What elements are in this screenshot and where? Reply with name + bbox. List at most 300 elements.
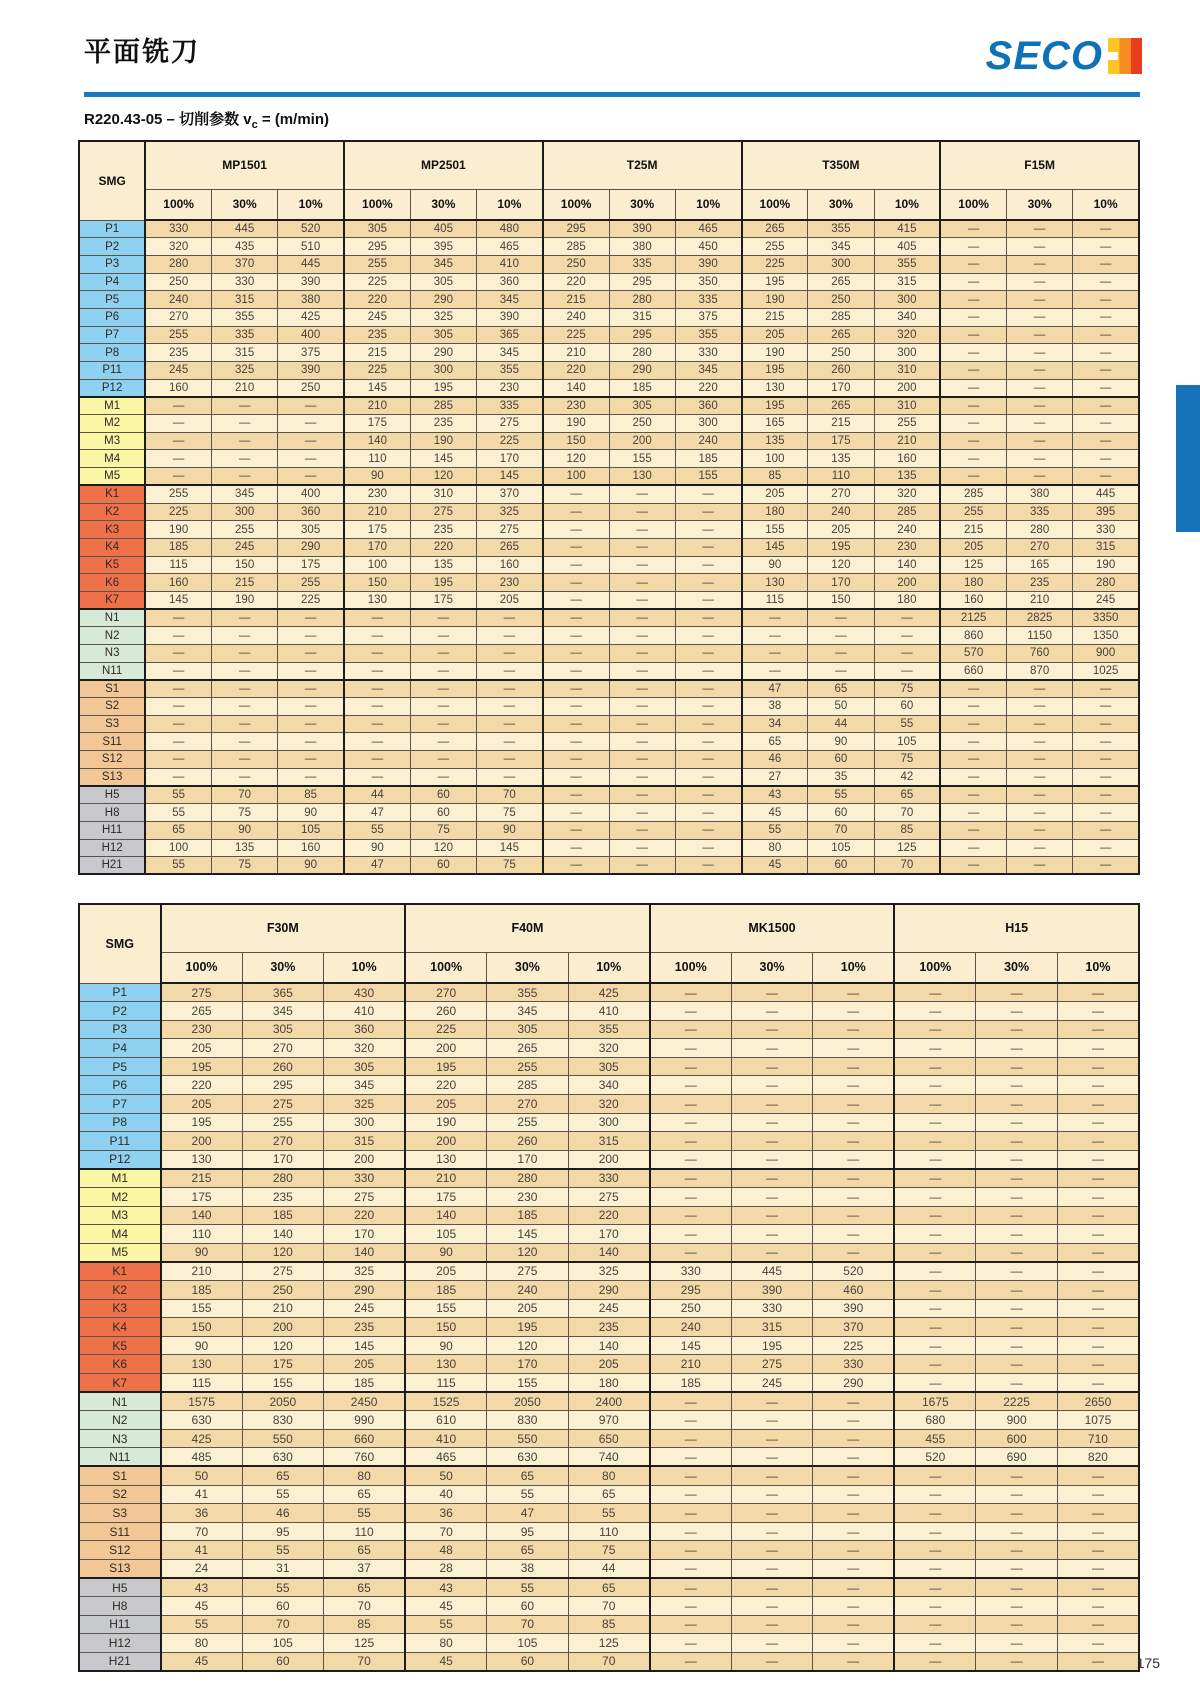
percent-header: 10% bbox=[874, 189, 940, 220]
value-cell: — bbox=[650, 983, 732, 1002]
value-cell: 90 bbox=[161, 1336, 243, 1355]
value-cell: — bbox=[675, 627, 741, 645]
value-cell: 60 bbox=[410, 857, 476, 875]
value-cell: — bbox=[1007, 362, 1073, 380]
value-cell: — bbox=[1007, 768, 1073, 786]
smg-cell: M3 bbox=[79, 1206, 161, 1225]
value-cell: 205 bbox=[487, 1299, 569, 1318]
grade-group-header: MP1501 bbox=[145, 141, 344, 189]
value-cell: 205 bbox=[742, 485, 808, 503]
value-cell: 280 bbox=[1073, 574, 1139, 592]
value-cell: — bbox=[477, 751, 543, 769]
value-cell: 305 bbox=[410, 273, 476, 291]
value-cell: 1675 bbox=[894, 1392, 976, 1411]
value-cell: 320 bbox=[324, 1039, 406, 1058]
value-cell: 410 bbox=[324, 1002, 406, 1021]
value-cell: — bbox=[609, 609, 675, 627]
percent-header: 30% bbox=[808, 189, 874, 220]
value-cell: 60 bbox=[487, 1652, 569, 1671]
value-cell: — bbox=[1007, 220, 1073, 238]
table-row bbox=[79, 1299, 1139, 1318]
value-cell: — bbox=[543, 627, 609, 645]
value-cell: — bbox=[731, 1541, 813, 1560]
percent-header: 30% bbox=[731, 952, 813, 983]
value-cell: — bbox=[1073, 220, 1139, 238]
value-cell: 180 bbox=[742, 503, 808, 521]
value-cell: 125 bbox=[568, 1634, 650, 1653]
value-cell: 190 bbox=[1073, 556, 1139, 574]
value-cell: 245 bbox=[568, 1299, 650, 1318]
value-cell: 325 bbox=[410, 308, 476, 326]
value-cell: 330 bbox=[1073, 521, 1139, 539]
value-cell: 165 bbox=[742, 415, 808, 433]
value-cell: 225 bbox=[278, 591, 344, 609]
value-cell: — bbox=[212, 751, 278, 769]
value-cell: — bbox=[940, 839, 1006, 857]
value-cell: 290 bbox=[609, 362, 675, 380]
value-cell: 250 bbox=[543, 255, 609, 273]
value-cell: 275 bbox=[242, 1095, 324, 1114]
value-cell: — bbox=[976, 1634, 1058, 1653]
value-cell: — bbox=[145, 662, 211, 680]
value-cell: 185 bbox=[161, 1281, 243, 1300]
value-cell: — bbox=[940, 379, 1006, 397]
percent-header: 10% bbox=[324, 952, 406, 983]
value-cell: 220 bbox=[344, 291, 410, 309]
value-cell: 230 bbox=[344, 485, 410, 503]
value-cell: 390 bbox=[477, 308, 543, 326]
value-cell: 170 bbox=[808, 379, 874, 397]
value-cell: — bbox=[894, 1355, 976, 1374]
value-cell: — bbox=[731, 1188, 813, 1207]
value-cell: — bbox=[650, 1206, 732, 1225]
value-cell: — bbox=[650, 1597, 732, 1616]
percent-header: 10% bbox=[477, 189, 543, 220]
value-cell: 295 bbox=[242, 1076, 324, 1095]
value-cell: — bbox=[1073, 821, 1139, 839]
value-cell: — bbox=[675, 680, 741, 698]
value-cell: 435 bbox=[212, 238, 278, 256]
value-cell: — bbox=[813, 1448, 895, 1467]
value-cell: — bbox=[894, 1188, 976, 1207]
smg-cell: N11 bbox=[79, 662, 145, 680]
page-edge-tab bbox=[1176, 385, 1200, 532]
value-cell: 255 bbox=[874, 415, 940, 433]
value-cell: — bbox=[650, 1095, 732, 1114]
value-cell: 315 bbox=[568, 1132, 650, 1151]
value-cell: 200 bbox=[324, 1150, 406, 1169]
value-cell: 310 bbox=[874, 362, 940, 380]
table-row bbox=[79, 1615, 1139, 1634]
value-cell: 335 bbox=[1007, 503, 1073, 521]
smg-cell: S12 bbox=[79, 751, 145, 769]
value-cell: 285 bbox=[410, 397, 476, 415]
table-row bbox=[79, 450, 1139, 468]
value-cell: 160 bbox=[278, 839, 344, 857]
value-cell: — bbox=[1057, 1132, 1139, 1151]
table-row bbox=[79, 1039, 1139, 1058]
value-cell: — bbox=[976, 1225, 1058, 1244]
percent-header: 10% bbox=[568, 952, 650, 983]
value-cell: 255 bbox=[742, 238, 808, 256]
value-cell: 860 bbox=[940, 627, 1006, 645]
value-cell: 55 bbox=[161, 1615, 243, 1634]
value-cell: — bbox=[1057, 1578, 1139, 1597]
value-cell: — bbox=[675, 786, 741, 804]
value-cell: 345 bbox=[487, 1002, 569, 1021]
smg-cell: P3 bbox=[79, 255, 145, 273]
value-cell: 43 bbox=[161, 1578, 243, 1597]
value-cell: 245 bbox=[145, 362, 211, 380]
value-cell: 34 bbox=[742, 715, 808, 733]
smg-cell: P7 bbox=[79, 1095, 161, 1114]
value-cell: 185 bbox=[675, 450, 741, 468]
smg-cell: H5 bbox=[79, 1578, 161, 1597]
value-cell: 130 bbox=[742, 379, 808, 397]
value-cell: 140 bbox=[344, 432, 410, 450]
value-cell: 40 bbox=[405, 1485, 487, 1504]
value-cell: 140 bbox=[874, 556, 940, 574]
value-cell: 140 bbox=[543, 379, 609, 397]
value-cell: 47 bbox=[742, 680, 808, 698]
value-cell: — bbox=[650, 1652, 732, 1671]
value-cell: — bbox=[731, 1466, 813, 1485]
value-cell: 660 bbox=[324, 1429, 406, 1448]
value-cell: 100 bbox=[344, 556, 410, 574]
value-cell: 185 bbox=[242, 1206, 324, 1225]
value-cell: 170 bbox=[344, 538, 410, 556]
value-cell: 115 bbox=[161, 1373, 243, 1392]
value-cell: 175 bbox=[808, 432, 874, 450]
value-cell: 80 bbox=[324, 1466, 406, 1485]
value-cell: 265 bbox=[742, 220, 808, 238]
smg-cell: S3 bbox=[79, 1504, 161, 1523]
value-cell: — bbox=[731, 1485, 813, 1504]
value-cell: 465 bbox=[405, 1448, 487, 1467]
value-cell: — bbox=[1073, 450, 1139, 468]
value-cell: 2125 bbox=[940, 609, 1006, 627]
value-cell: 41 bbox=[161, 1485, 243, 1504]
table-row bbox=[79, 503, 1139, 521]
value-cell: — bbox=[410, 751, 476, 769]
value-cell: 105 bbox=[487, 1634, 569, 1653]
value-cell: 215 bbox=[212, 574, 278, 592]
value-cell: — bbox=[650, 1578, 732, 1597]
value-cell: — bbox=[675, 485, 741, 503]
value-cell: 300 bbox=[675, 415, 741, 433]
smg-cell: N1 bbox=[79, 1392, 161, 1411]
value-cell: 175 bbox=[161, 1188, 243, 1207]
value-cell: 50 bbox=[808, 698, 874, 716]
value-cell: — bbox=[675, 715, 741, 733]
value-cell: 345 bbox=[675, 362, 741, 380]
value-cell: — bbox=[410, 662, 476, 680]
value-cell: 140 bbox=[242, 1225, 324, 1244]
value-cell: — bbox=[344, 698, 410, 716]
value-cell: — bbox=[543, 662, 609, 680]
value-cell: 44 bbox=[568, 1559, 650, 1578]
smg-cell: P1 bbox=[79, 220, 145, 238]
value-cell: 120 bbox=[410, 839, 476, 857]
value-cell: 160 bbox=[145, 574, 211, 592]
value-cell: — bbox=[609, 485, 675, 503]
value-cell: — bbox=[1057, 1634, 1139, 1653]
value-cell: 195 bbox=[742, 273, 808, 291]
value-cell: 290 bbox=[813, 1373, 895, 1392]
value-cell: — bbox=[894, 1262, 976, 1281]
value-cell: 485 bbox=[161, 1448, 243, 1467]
value-cell: — bbox=[1073, 379, 1139, 397]
percent-header: 100% bbox=[161, 952, 243, 983]
value-cell: 270 bbox=[405, 983, 487, 1002]
value-cell: — bbox=[675, 609, 741, 627]
value-cell: 55 bbox=[568, 1504, 650, 1523]
table-row bbox=[79, 857, 1139, 875]
value-cell: — bbox=[543, 786, 609, 804]
value-cell: — bbox=[477, 715, 543, 733]
value-cell: 115 bbox=[405, 1373, 487, 1392]
table-row bbox=[79, 1652, 1139, 1671]
percent-header: 30% bbox=[1007, 189, 1073, 220]
value-cell: — bbox=[940, 362, 1006, 380]
value-cell: 2225 bbox=[976, 1392, 1058, 1411]
value-cell: 410 bbox=[405, 1429, 487, 1448]
value-cell: 210 bbox=[1007, 591, 1073, 609]
value-cell: 395 bbox=[1073, 503, 1139, 521]
value-cell: 320 bbox=[568, 1039, 650, 1058]
value-cell: — bbox=[344, 715, 410, 733]
value-cell: — bbox=[813, 1243, 895, 1262]
value-cell: 250 bbox=[609, 415, 675, 433]
value-cell: — bbox=[894, 1615, 976, 1634]
value-cell: — bbox=[976, 1559, 1058, 1578]
value-cell: 75 bbox=[477, 857, 543, 875]
value-cell: 225 bbox=[344, 362, 410, 380]
value-cell: 330 bbox=[675, 344, 741, 362]
value-cell: — bbox=[813, 1076, 895, 1095]
table-row bbox=[79, 1355, 1139, 1374]
value-cell: 270 bbox=[242, 1039, 324, 1058]
value-cell: 355 bbox=[874, 255, 940, 273]
smg-cell: K5 bbox=[79, 556, 145, 574]
value-cell: 65 bbox=[487, 1466, 569, 1485]
value-cell: — bbox=[976, 1188, 1058, 1207]
value-cell: 370 bbox=[477, 485, 543, 503]
table-row bbox=[79, 715, 1139, 733]
value-cell: 45 bbox=[161, 1652, 243, 1671]
value-cell: 275 bbox=[477, 415, 543, 433]
value-cell: 240 bbox=[543, 308, 609, 326]
value-cell: — bbox=[894, 1020, 976, 1039]
table-row bbox=[79, 574, 1139, 592]
smg-cell: P12 bbox=[79, 1150, 161, 1169]
value-cell: 390 bbox=[731, 1281, 813, 1300]
value-cell: — bbox=[543, 715, 609, 733]
value-cell: 110 bbox=[161, 1225, 243, 1244]
smg-cell: S13 bbox=[79, 768, 145, 786]
value-cell: 210 bbox=[650, 1355, 732, 1374]
value-cell: — bbox=[1007, 786, 1073, 804]
value-cell: — bbox=[976, 1243, 1058, 1262]
table-row bbox=[79, 1076, 1139, 1095]
value-cell: 205 bbox=[940, 538, 1006, 556]
value-cell: — bbox=[278, 698, 344, 716]
value-cell: 135 bbox=[742, 432, 808, 450]
value-cell: — bbox=[813, 1411, 895, 1430]
value-cell: — bbox=[731, 1448, 813, 1467]
value-cell: — bbox=[894, 1225, 976, 1244]
value-cell: 270 bbox=[242, 1132, 324, 1151]
value-cell: 105 bbox=[242, 1634, 324, 1653]
smg-cell: N3 bbox=[79, 645, 145, 663]
value-cell: 280 bbox=[145, 255, 211, 273]
value-cell: — bbox=[1057, 1206, 1139, 1225]
value-cell: 180 bbox=[568, 1373, 650, 1392]
value-cell: 45 bbox=[405, 1652, 487, 1671]
value-cell: 245 bbox=[344, 308, 410, 326]
value-cell: — bbox=[675, 538, 741, 556]
value-cell: — bbox=[1073, 255, 1139, 273]
table-row bbox=[79, 538, 1139, 556]
smg-cell: P2 bbox=[79, 238, 145, 256]
value-cell: — bbox=[1057, 983, 1139, 1002]
value-cell: — bbox=[813, 1578, 895, 1597]
value-cell: 295 bbox=[650, 1281, 732, 1300]
table-row bbox=[79, 1373, 1139, 1392]
value-cell: 305 bbox=[278, 521, 344, 539]
value-cell: 37 bbox=[324, 1559, 406, 1578]
value-cell: 230 bbox=[543, 397, 609, 415]
value-cell: — bbox=[1057, 1318, 1139, 1337]
value-cell: 60 bbox=[874, 698, 940, 716]
value-cell: 460 bbox=[813, 1281, 895, 1300]
value-cell: 405 bbox=[874, 238, 940, 256]
table-row bbox=[79, 220, 1139, 238]
value-cell: 27 bbox=[742, 768, 808, 786]
value-cell: 150 bbox=[161, 1318, 243, 1337]
value-cell: 260 bbox=[405, 1002, 487, 1021]
value-cell: — bbox=[145, 450, 211, 468]
value-cell: 1575 bbox=[161, 1392, 243, 1411]
value-cell: — bbox=[543, 485, 609, 503]
value-cell: 205 bbox=[808, 521, 874, 539]
value-cell: — bbox=[813, 1504, 895, 1523]
value-cell: — bbox=[212, 645, 278, 663]
value-cell: 195 bbox=[742, 362, 808, 380]
value-cell: — bbox=[940, 308, 1006, 326]
value-cell: 200 bbox=[161, 1132, 243, 1151]
value-cell: 240 bbox=[675, 432, 741, 450]
table-row bbox=[79, 645, 1139, 663]
smg-cell: P11 bbox=[79, 362, 145, 380]
value-cell: — bbox=[731, 1057, 813, 1076]
value-cell: 130 bbox=[161, 1150, 243, 1169]
percent-header: 100% bbox=[405, 952, 487, 983]
value-cell: 900 bbox=[1073, 645, 1139, 663]
value-cell: — bbox=[650, 1466, 732, 1485]
value-cell: — bbox=[609, 839, 675, 857]
value-cell: 85 bbox=[568, 1615, 650, 1634]
value-cell: — bbox=[410, 715, 476, 733]
table-caption bbox=[84, 108, 329, 131]
value-cell: — bbox=[1073, 786, 1139, 804]
value-cell: 36 bbox=[405, 1504, 487, 1523]
value-cell: — bbox=[894, 1485, 976, 1504]
table-row bbox=[79, 751, 1139, 769]
value-cell: 690 bbox=[976, 1448, 1058, 1467]
value-cell: 105 bbox=[405, 1225, 487, 1244]
value-cell: — bbox=[609, 591, 675, 609]
value-cell: — bbox=[212, 432, 278, 450]
value-cell: 80 bbox=[405, 1634, 487, 1653]
value-cell: 75 bbox=[477, 804, 543, 822]
value-cell: — bbox=[650, 1485, 732, 1504]
value-cell: — bbox=[808, 609, 874, 627]
value-cell: — bbox=[976, 1522, 1058, 1541]
value-cell: — bbox=[1073, 308, 1139, 326]
value-cell: — bbox=[894, 1541, 976, 1560]
value-cell: — bbox=[650, 1113, 732, 1132]
value-cell: — bbox=[731, 1615, 813, 1634]
value-cell: 205 bbox=[161, 1039, 243, 1058]
value-cell: — bbox=[278, 468, 344, 486]
value-cell: — bbox=[1057, 1597, 1139, 1616]
value-cell: — bbox=[742, 609, 808, 627]
value-cell: 255 bbox=[145, 326, 211, 344]
value-cell: 345 bbox=[477, 344, 543, 362]
value-cell: — bbox=[1073, 432, 1139, 450]
smg-cell: S11 bbox=[79, 733, 145, 751]
smg-cell: S11 bbox=[79, 1522, 161, 1541]
value-cell: 120 bbox=[543, 450, 609, 468]
value-cell: 295 bbox=[543, 220, 609, 238]
value-cell: 75 bbox=[410, 821, 476, 839]
value-cell: 50 bbox=[405, 1466, 487, 1485]
value-cell: — bbox=[609, 821, 675, 839]
value-cell: — bbox=[278, 733, 344, 751]
value-cell: 55 bbox=[874, 715, 940, 733]
value-cell: — bbox=[278, 450, 344, 468]
value-cell: 170 bbox=[487, 1150, 569, 1169]
value-cell: 90 bbox=[278, 857, 344, 875]
value-cell: — bbox=[1073, 839, 1139, 857]
value-cell: 2650 bbox=[1057, 1392, 1139, 1411]
value-cell: — bbox=[278, 768, 344, 786]
value-cell: — bbox=[731, 1634, 813, 1653]
value-cell: 830 bbox=[487, 1411, 569, 1430]
value-cell: 110 bbox=[344, 450, 410, 468]
value-cell: 190 bbox=[405, 1113, 487, 1132]
value-cell: 200 bbox=[242, 1318, 324, 1337]
value-cell: — bbox=[344, 627, 410, 645]
value-cell: — bbox=[894, 1076, 976, 1095]
value-cell: 330 bbox=[650, 1262, 732, 1281]
value-cell: 445 bbox=[731, 1262, 813, 1281]
value-cell: 195 bbox=[731, 1336, 813, 1355]
value-cell: 60 bbox=[808, 751, 874, 769]
value-cell: — bbox=[731, 1113, 813, 1132]
smg-cell: H21 bbox=[79, 1652, 161, 1671]
smg-cell: K2 bbox=[79, 1281, 161, 1300]
table-row bbox=[79, 1281, 1139, 1300]
value-cell: 47 bbox=[487, 1504, 569, 1523]
value-cell: 170 bbox=[808, 574, 874, 592]
value-cell: 38 bbox=[742, 698, 808, 716]
value-cell: 145 bbox=[344, 379, 410, 397]
value-cell: 270 bbox=[487, 1095, 569, 1114]
value-cell: 430 bbox=[324, 983, 406, 1002]
value-cell: — bbox=[543, 591, 609, 609]
